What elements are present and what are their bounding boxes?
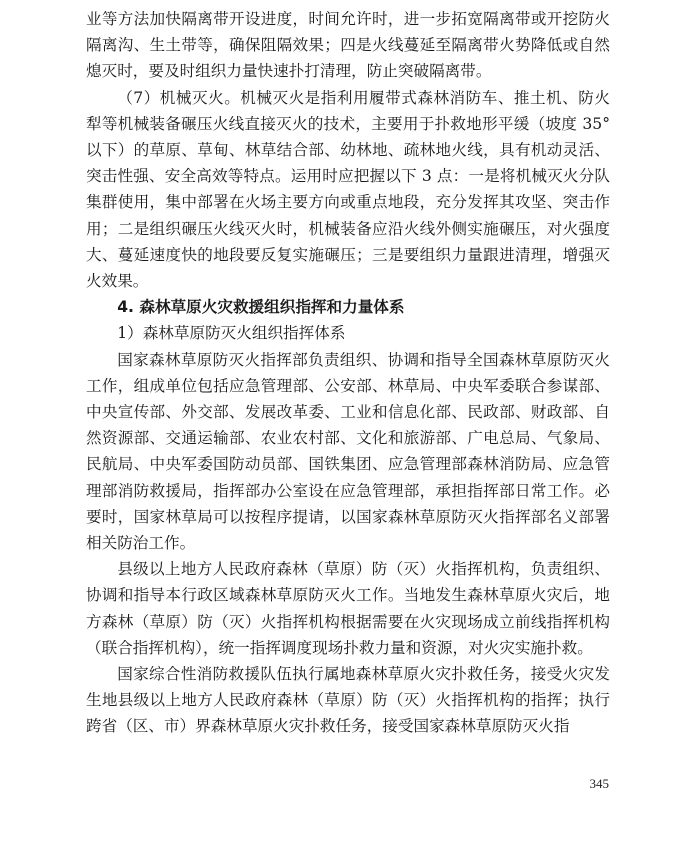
paragraph-national-command: 国家森林草原防灭火指挥部负责组织、协调和指导全国森林草原防灭火工作，组成单位包括应急管理部、公安部、林草局、中央军委联合参谋部、中央宣传部、外交部、发展改革委、工业和信息化部、民政部、财政部、自然资源部、交通运输部、农业农村部、文化和旅游部、广电总局、气象局、民航局、中央军委国防动员部、国铁集团、应急管理部森林消防局、应急管理部消防救援局，指挥部办公室设在应急管理部，承担指挥部日常工作。必要时，国家林草局可以按程序提请，以国家森林草原防灭火指挥部名义部署相关防治工作。 — [86, 350, 610, 553]
page-number: 345 — [589, 776, 609, 791]
section-heading: 4. 森林草原火灾救援组织指挥和力量体系 — [117, 298, 405, 317]
subsection-heading: 1）森林草原防灭火组织指挥体系 — [117, 324, 346, 343]
paragraph-continuation: 业等方法加快隔离带开设进度，时间允许时，进一步拓宽隔离带或开挖防火隔离沟、生土带等，确保阻隔效果；四是火线蔓延至隔离带火势降低或自然熄灭时，要及时组织力量快速扑打清理，防止突破隔离带。 — [86, 10, 610, 81]
paragraph-local-command: 县级以上地方人民政府森林（草原）防（灭）火指挥机构，负责组织、协调和指导本行政区域森林草原防灭火工作。当地发生森林草原火灾后，地方森林（草原）防（灭）火指挥机构根据需要在火灾现场成立前线指挥机构（联合指挥机构），统一指挥调度现场扑救力量和资源，对火灾实施扑救。 — [86, 560, 610, 657]
paragraph-mechanical-firefighting: （7）机械灭火。机械灭火是指利用履带式森林消防车、推土机、防火犁等机械装备碾压火线直接灭火的技术，主要用于扑救地形平缓（坡度 35° 以下）的草原、草甸、林草结合部、幼林地、疏林地火线，具有机动灵活、突击性强、安全高效等特点。运用时应把握以下 3 点：一是将机械灭火分队集群使用，集中部署在火场主要方向或重点地段，充分发挥其攻坚、突击作用；二是组织碾压火线灭火时，机械装备应沿火线外侧实施碾压，对火强度大、蔓延速度快的地段要反复实施碾压；三是要组织力量跟进清理，增强灭火效果。 — [86, 88, 610, 291]
body-text — [86, 6, 610, 740]
paragraph-rescue-teams: 国家综合性消防救援队伍执行属地森林草原火灾扑救任务，接受火灾发生地县级以上地方人民政府森林（草原）防（灭）火指挥机构的指挥；执行跨省（区、市）界森林草原火灾扑救任务，接受国家森林草原防灭火指 — [86, 665, 610, 736]
